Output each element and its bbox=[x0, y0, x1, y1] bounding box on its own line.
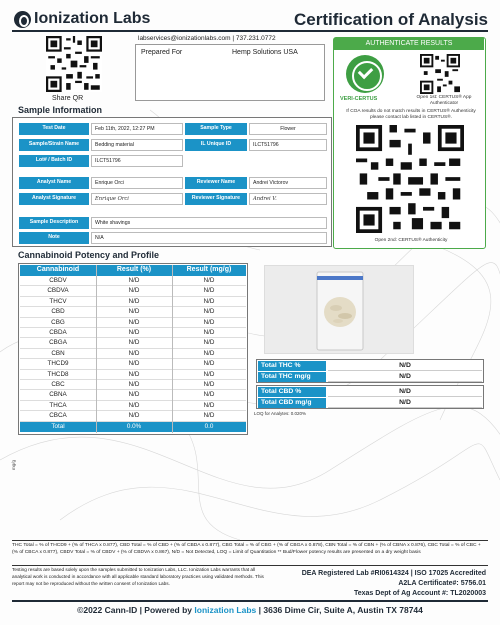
open-second-instruction: Open 2nd: CERTUS® Authenticity bbox=[374, 238, 448, 243]
result-pct: N/D bbox=[128, 339, 140, 347]
test-date-value: Feb 11th, 2022, 12:27 PM bbox=[91, 123, 183, 135]
potency-row bbox=[20, 390, 246, 400]
row-signatures bbox=[13, 193, 333, 205]
thc-mg-label: Total THC mg/g bbox=[258, 372, 326, 382]
potency-row bbox=[20, 286, 246, 296]
reviewer-name-label: Reviewer Name bbox=[185, 177, 247, 189]
prepared-for-label: Prepared For bbox=[141, 49, 183, 56]
potency-row bbox=[20, 338, 246, 348]
ionization-logo-icon bbox=[14, 11, 31, 28]
footer-address: | 3636 Dime Cir, Suite A, Austin TX 78744 bbox=[256, 605, 423, 615]
il-id-label: IL Unique ID bbox=[185, 139, 247, 151]
open-first-instruction: Open 1st: CERTUS® App Authenticator bbox=[416, 95, 472, 106]
column-divider bbox=[172, 265, 173, 433]
cannabinoid-name: THCV bbox=[49, 297, 67, 305]
authenticate-heading: AUTHENTICATE RESULTS bbox=[334, 38, 484, 50]
sample-photo bbox=[264, 265, 414, 354]
veri-certus-label: VERI-CERTUS bbox=[340, 96, 378, 102]
cannabinoid-name: THCD8 bbox=[47, 370, 69, 378]
potency-row bbox=[20, 370, 246, 380]
potency-row bbox=[20, 349, 246, 359]
cannabinoid-name: CBDV bbox=[49, 277, 67, 284]
thc-pct-value: N/D bbox=[328, 361, 482, 371]
cannabinoid-name: CBDVA bbox=[47, 287, 69, 295]
col-result-pct: Result (%) bbox=[116, 266, 152, 273]
col-cannabinoid: Cannabinoid bbox=[36, 266, 80, 273]
share-qr-label: Share QR bbox=[52, 95, 84, 102]
row-test-date bbox=[13, 123, 333, 135]
sample-info-heading: Sample Information bbox=[18, 105, 103, 115]
row-strain bbox=[13, 139, 333, 151]
cannabinoid-name: CBG bbox=[51, 318, 65, 326]
cannabinoid-name: THCA bbox=[49, 401, 67, 409]
reviewer-sig-label: Reviewer Signature bbox=[185, 193, 247, 205]
row-description bbox=[13, 217, 333, 229]
column-divider bbox=[96, 265, 97, 433]
header-divider bbox=[12, 30, 488, 32]
cannabinoid-name: CBN bbox=[51, 349, 65, 357]
cannabinoid-name: CBD bbox=[51, 308, 65, 316]
row-lot bbox=[13, 155, 333, 167]
footer-divider bbox=[12, 600, 488, 602]
authenticate-results-panel bbox=[333, 37, 486, 249]
result-pct: N/D bbox=[128, 308, 140, 316]
analyst-name-value: Enrique Orci bbox=[91, 177, 183, 189]
row-names bbox=[13, 177, 333, 189]
result-mg: N/D bbox=[203, 277, 215, 284]
texas-account: Texas Dept of Ag Account #: TL2020003 bbox=[354, 590, 486, 597]
result-mg: N/D bbox=[203, 318, 215, 326]
sample-bag-image bbox=[265, 266, 414, 354]
result-mg: N/D bbox=[203, 401, 215, 409]
potency-total-row bbox=[20, 422, 246, 432]
result-pct: N/D bbox=[128, 370, 140, 378]
reviewer-signature: Andrei V. bbox=[249, 193, 327, 205]
result-mg: N/D bbox=[203, 412, 215, 420]
cbd-pct-row bbox=[258, 387, 482, 397]
thc-pct-row bbox=[258, 361, 482, 371]
result-pct: N/D bbox=[128, 277, 140, 284]
potency-row bbox=[20, 380, 246, 390]
cbd-summary-table bbox=[256, 385, 484, 409]
potency-row bbox=[20, 359, 246, 369]
cbd-mg-label: Total CBD mg/g bbox=[258, 398, 326, 408]
mismatch-warning: If COA results do not match results in CERTUS® Authenticity please contact lab listed in CERTUS®. bbox=[346, 109, 476, 120]
note-value: N/A bbox=[91, 232, 327, 244]
total-mg: 0.0 bbox=[204, 422, 214, 430]
veri-certus-seal-icon bbox=[346, 55, 384, 93]
col-result-mg: Result (mg/g) bbox=[186, 266, 232, 273]
strain-value: Bedding material bbox=[91, 139, 183, 151]
footer-lab-link[interactable]: Ionization Labs bbox=[194, 605, 257, 615]
cbd-mg-row bbox=[258, 398, 482, 408]
strain-label: Sample/Strain Name bbox=[19, 139, 89, 151]
certus-app-qr-icon[interactable] bbox=[420, 54, 460, 94]
cbd-pct-value: N/D bbox=[328, 387, 482, 397]
prepared-for-value: Hemp Solutions USA bbox=[232, 49, 298, 56]
cannabinoid-name: CBDA bbox=[49, 329, 67, 336]
result-pct: N/D bbox=[128, 360, 140, 368]
total-label: Total bbox=[51, 422, 65, 430]
result-mg: N/D bbox=[203, 391, 215, 399]
result-pct: N/D bbox=[128, 297, 140, 305]
sample-type-value: Flower bbox=[249, 123, 327, 135]
result-pct: N/D bbox=[128, 412, 140, 420]
disclaimer-text: Testing results are based solely upon the samples submitted to Ionization Labs, LLC. Ionization Labs warrants that all analytical work is conducted in accordance with all applicable standard laboratory practices using validated methods. This report may not be reproduced without the written consent of Ionization Labs. bbox=[12, 567, 264, 586]
potency-row bbox=[20, 401, 246, 411]
formula-divider bbox=[12, 540, 488, 541]
lot-label: Lot# / Batch ID bbox=[19, 155, 89, 167]
lab-contact: labservices@ionizationlabs.com | 737.231.0772 bbox=[138, 35, 276, 42]
cannabinoid-name: CBC bbox=[51, 381, 65, 388]
sample-info-panel bbox=[12, 117, 332, 247]
potency-table-header bbox=[20, 265, 246, 276]
result-pct: N/D bbox=[128, 349, 140, 357]
analyst-signature: Enrique Orci bbox=[91, 193, 183, 205]
reviewer-name-value: Andrei Victorov bbox=[249, 177, 327, 189]
total-pct: 0.0% bbox=[126, 422, 142, 430]
footer bbox=[0, 605, 500, 615]
result-mg: N/D bbox=[203, 349, 215, 357]
result-mg: N/D bbox=[203, 360, 215, 368]
share-qr-code-icon[interactable] bbox=[46, 36, 102, 92]
result-mg: N/D bbox=[203, 297, 215, 305]
analyst-name-label: Analyst Name bbox=[19, 177, 89, 189]
potency-row bbox=[20, 276, 246, 286]
potency-row bbox=[20, 307, 246, 317]
sample-type-label: Sample Type bbox=[185, 123, 247, 135]
analyst-sig-label: Analyst Signature bbox=[19, 193, 89, 205]
loq-note: LOQ for Analytes: 0.020% bbox=[254, 411, 307, 416]
result-pct: N/D bbox=[128, 287, 140, 295]
result-pct: N/D bbox=[128, 329, 140, 336]
result-pct: N/D bbox=[128, 391, 140, 399]
dea-registration: DEA Registered Lab #RI0614324 | ISO 17025 Accredited bbox=[301, 570, 486, 577]
a2la-certificate: A2LA Certificate#: 5756.01 bbox=[398, 580, 486, 587]
certus-authenticity-qr-icon[interactable] bbox=[356, 125, 464, 233]
document-title: Certification of Analysis bbox=[294, 10, 488, 29]
cannabinoid-name: CBNA bbox=[49, 391, 67, 399]
cannabinoid-name: CBCA bbox=[49, 412, 67, 420]
potency-row bbox=[20, 297, 246, 307]
thc-mg-value: N/D bbox=[328, 372, 482, 382]
desc-label: Sample Description bbox=[19, 217, 89, 229]
result-mg: N/D bbox=[203, 308, 215, 316]
desc-value: White shavings bbox=[91, 217, 327, 229]
formula-text: THC Total = % of THCD9 + (% of THCA x 0.877), CBD Total = % of CBD + (% of CBDA x 0.877), CBG Total = % of CBG + (% of CBGA x 0.878), CBN Total = % of CBN + (% of CBNA x 0.876), CBC Total = % of CBC + (% of CBCA x 0.877), CBDV Total = % of CBDV + (% of CBDVA x 0.867), N/D = Not Detected, LOQ = Limit of Quantitation ** Bud/Flower potency results are presented on a dry weight basis bbox=[12, 543, 481, 556]
footer-copyright: ©2022 Cann-ID | Powered by bbox=[77, 605, 195, 615]
disclaimer-divider bbox=[12, 565, 488, 566]
lot-value: ILCT51796 bbox=[91, 155, 183, 167]
result-mg: N/D bbox=[203, 370, 215, 378]
note-label: Note bbox=[19, 232, 89, 244]
cannabinoid-name: CBGA bbox=[49, 339, 67, 347]
potency-table bbox=[18, 263, 248, 435]
result-mg: N/D bbox=[203, 339, 215, 347]
result-pct: N/D bbox=[128, 318, 140, 326]
row-note bbox=[13, 232, 333, 244]
il-id-value: ILCT51796 bbox=[249, 139, 327, 151]
potency-heading: Cannabinoid Potency and Profile bbox=[18, 250, 160, 260]
result-mg: N/D bbox=[203, 381, 215, 388]
result-mg: N/D bbox=[203, 329, 215, 336]
result-pct: N/D bbox=[128, 381, 140, 388]
brand-name: Ionization Labs bbox=[34, 10, 151, 27]
result-pct: N/D bbox=[128, 401, 140, 409]
cbd-mg-value: N/D bbox=[328, 398, 482, 408]
thc-mg-row bbox=[258, 372, 482, 382]
potency-row bbox=[20, 411, 246, 421]
cannabinoid-name: THCD9 bbox=[47, 360, 69, 368]
result-mg: N/D bbox=[203, 287, 215, 295]
cbd-pct-label: Total CBD % bbox=[258, 387, 326, 397]
thc-pct-label: Total THC % bbox=[258, 361, 326, 371]
test-date-label: Test Date bbox=[19, 123, 89, 135]
potency-row bbox=[20, 318, 246, 328]
side-unit-note: mg/g bbox=[11, 459, 16, 470]
potency-row bbox=[20, 328, 246, 338]
thc-summary-table bbox=[256, 359, 484, 383]
prepared-for-box bbox=[135, 44, 325, 101]
